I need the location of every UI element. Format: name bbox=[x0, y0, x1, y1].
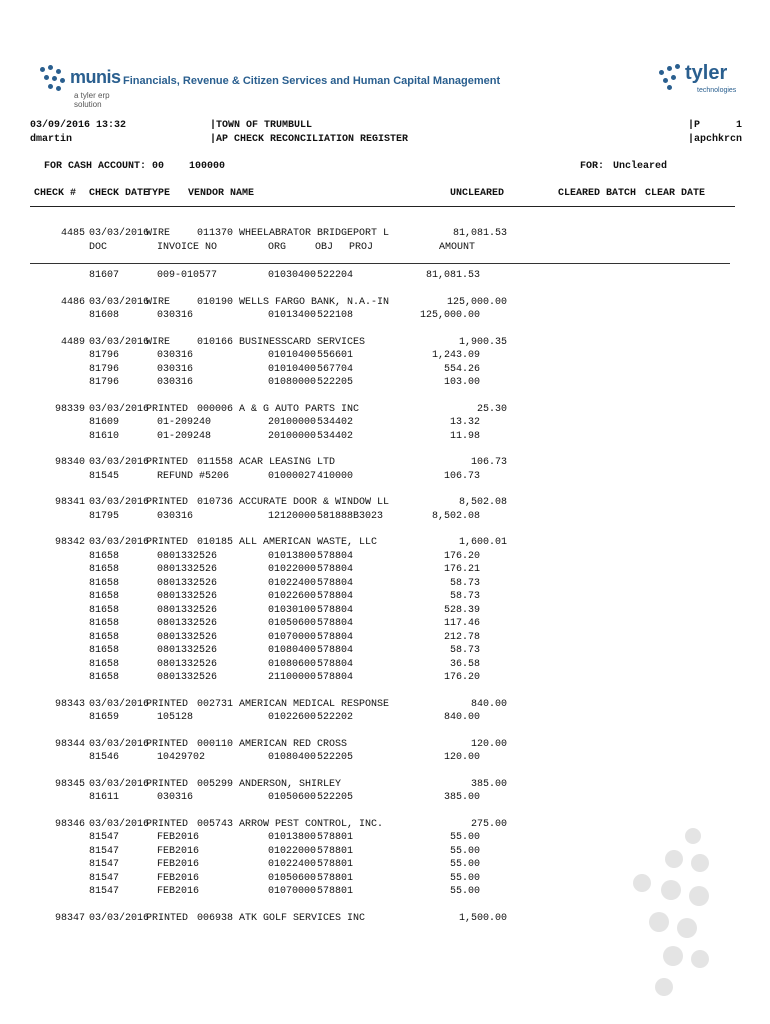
obj-code: 578804 bbox=[317, 577, 354, 589]
doc-number: 81658 bbox=[89, 564, 120, 575]
uncleared-amount: 385.00 bbox=[470, 778, 507, 790]
obj-code: 578804 bbox=[317, 591, 354, 602]
invoice-number: FEB2016 bbox=[157, 859, 200, 870]
obj-code: 578804 bbox=[317, 618, 354, 629]
check-number: 98345 bbox=[54, 778, 85, 790]
detail-line bbox=[30, 618, 730, 632]
vendor-name: 000006 A & G AUTO PARTS INC bbox=[197, 403, 360, 415]
doc-number: 81796 bbox=[89, 350, 120, 361]
tyler-dots-icon bbox=[659, 64, 683, 92]
check-type: PRINTED bbox=[146, 738, 189, 750]
line-amount: 13.32 bbox=[449, 417, 480, 428]
vendor-name: 010190 WELLS FARGO BANK, N.A.-IN bbox=[197, 296, 390, 308]
check-date: 03/03/2016 bbox=[89, 457, 150, 468]
line-amount: 1,243.09 bbox=[431, 350, 480, 361]
invoice-number: 0801332526 bbox=[157, 550, 218, 562]
doc-number: 81610 bbox=[89, 430, 120, 442]
check-number: 98340 bbox=[54, 457, 85, 468]
obj-code: 578801 bbox=[317, 832, 354, 843]
check-spacer bbox=[30, 686, 730, 699]
check-date: 03/03/2016 bbox=[89, 497, 150, 508]
check-row bbox=[30, 699, 730, 713]
doc-number: 81658 bbox=[89, 645, 120, 656]
doc-number: 81795 bbox=[89, 510, 120, 522]
cash-account-value: 100000 bbox=[189, 161, 226, 172]
check-number: 98347 bbox=[54, 912, 85, 924]
check-type: WIRE bbox=[146, 228, 171, 239]
invoice-number: 0801332526 bbox=[157, 631, 218, 643]
detail-line bbox=[30, 672, 730, 686]
detail-line bbox=[30, 511, 730, 525]
invoice-number: 10429702 bbox=[157, 752, 206, 763]
invoice-number: FEB2016 bbox=[157, 872, 200, 884]
detail-line bbox=[30, 645, 730, 659]
col-check-date: CHECK DATE bbox=[89, 188, 150, 199]
doc-number: 81607 bbox=[89, 270, 120, 281]
check-spacer bbox=[30, 284, 730, 297]
org-code: 01013800 bbox=[268, 550, 317, 562]
check-row bbox=[30, 739, 730, 753]
doc-number: 81796 bbox=[89, 363, 120, 375]
obj-code: 578804 bbox=[317, 672, 354, 683]
obj-code: 410000 bbox=[317, 470, 354, 482]
check-type: PRINTED bbox=[146, 497, 189, 508]
uncleared-amount: 275.00 bbox=[470, 818, 507, 830]
uncleared-amount: 840.00 bbox=[470, 698, 507, 710]
sub-col-doc: DOC bbox=[89, 241, 108, 253]
check-number: 98342 bbox=[54, 537, 85, 548]
invoice-number: 030316 bbox=[157, 510, 194, 522]
check-number: 98344 bbox=[54, 738, 85, 750]
vendor-name: 011370 WHEELABRATOR BRIDGEPORT L bbox=[197, 228, 390, 239]
org-code: 01030100 bbox=[268, 604, 317, 616]
sub-col-obj: OBJ bbox=[315, 241, 334, 253]
check-number: 98339 bbox=[54, 403, 85, 415]
doc-number: 81658 bbox=[89, 604, 120, 616]
obj-code: 578804 bbox=[317, 604, 354, 616]
check-row bbox=[30, 457, 730, 471]
check-date: 03/03/2016 bbox=[89, 778, 150, 790]
obj-code: 578801 bbox=[317, 845, 354, 857]
check-spacer bbox=[30, 806, 730, 819]
obj-code: 578804 bbox=[317, 550, 354, 562]
check-spacer bbox=[30, 324, 730, 337]
invoice-number: 0801332526 bbox=[157, 672, 218, 683]
obj-code: 522205 bbox=[317, 752, 354, 763]
doc-number: 81547 bbox=[89, 832, 120, 843]
invoice-number: 030316 bbox=[157, 792, 194, 803]
check-date: 03/03/2016 bbox=[89, 228, 150, 239]
org-code: 01050600 bbox=[268, 792, 317, 803]
detail-line bbox=[30, 350, 730, 364]
org-code: 01030400 bbox=[268, 270, 317, 281]
detail-line bbox=[30, 310, 730, 324]
report-banner bbox=[30, 55, 737, 109]
obj-code: 534402 bbox=[317, 417, 354, 428]
banner-tagline: Financials, Revenue & Citizen Services and Human Capital Management bbox=[123, 75, 501, 87]
org-code: 01000027 bbox=[268, 470, 317, 482]
doc-number: 81659 bbox=[89, 712, 120, 723]
detail-line bbox=[30, 564, 730, 578]
invoice-number: 009-010577 bbox=[157, 270, 218, 281]
tyler-subtitle: technologies bbox=[697, 87, 737, 94]
line-amount: 81,081.53 bbox=[425, 270, 480, 281]
doc-number: 81611 bbox=[89, 792, 120, 803]
line-amount: 55.00 bbox=[449, 872, 480, 884]
check-number: 98341 bbox=[54, 497, 85, 508]
obj-code: 522204 bbox=[317, 270, 354, 281]
org-code: 01070000 bbox=[268, 886, 317, 897]
line-amount: 58.73 bbox=[449, 577, 480, 589]
report-title: |AP CHECK RECONCILIATION REGISTER bbox=[210, 134, 409, 145]
check-type: WIRE bbox=[146, 336, 171, 348]
munis-logo bbox=[38, 61, 128, 109]
invoice-number: REFUND #5206 bbox=[157, 470, 230, 482]
detail-line bbox=[30, 659, 730, 673]
vendor-name: 010736 ACCURATE DOOR & WINDOW LL bbox=[197, 497, 390, 508]
vendor-name: 011558 ACAR LEASING LTD bbox=[197, 457, 336, 468]
line-amount: 8,502.08 bbox=[431, 510, 480, 522]
check-number: 4485 bbox=[60, 228, 85, 239]
check-date: 03/03/2016 bbox=[89, 336, 150, 348]
uncleared-amount: 125,000.00 bbox=[446, 296, 507, 308]
invoice-number: FEB2016 bbox=[157, 845, 200, 857]
detail-line bbox=[30, 578, 730, 592]
uncleared-amount: 25.30 bbox=[476, 403, 507, 415]
vendor-name: 006938 ATK GOLF SERVICES INC bbox=[197, 912, 366, 924]
uncleared-amount: 8,502.08 bbox=[458, 497, 507, 508]
invoice-number: 105128 bbox=[157, 712, 194, 723]
uncleared-amount: 1,600.01 bbox=[458, 537, 507, 548]
munis-dots-icon bbox=[38, 65, 66, 93]
invoice-number: 0801332526 bbox=[157, 591, 218, 602]
subheader-underline bbox=[30, 255, 730, 264]
sub-col-amount: AMOUNT bbox=[438, 241, 475, 253]
obj-code: 522205 bbox=[317, 377, 354, 388]
invoice-number: 01-209240 bbox=[157, 417, 212, 428]
col-clear-date: CLEAR DATE bbox=[645, 188, 706, 199]
invoice-number: 030316 bbox=[157, 377, 194, 388]
org-code: 12120000 bbox=[268, 510, 317, 522]
filter-label: FOR: bbox=[580, 161, 605, 172]
vendor-name: 010166 BUSINESSCARD SERVICES bbox=[197, 336, 366, 348]
check-type: PRINTED bbox=[146, 912, 189, 924]
tyler-logo bbox=[659, 60, 737, 100]
org-code: 01013800 bbox=[268, 832, 317, 843]
doc-number: 81658 bbox=[89, 672, 120, 683]
munis-wordmark: munis bbox=[70, 67, 121, 87]
vendor-name: 000110 AMERICAN RED CROSS bbox=[197, 738, 348, 750]
obj-code: 578804 bbox=[317, 645, 354, 656]
tyler-wordmark: tyler bbox=[685, 62, 728, 84]
doc-number: 81658 bbox=[89, 631, 120, 643]
program-name: |apchkrcn bbox=[688, 134, 743, 145]
check-number: 98346 bbox=[54, 818, 85, 830]
check-type: PRINTED bbox=[146, 403, 189, 415]
col-vendor-name: VENDOR NAME bbox=[188, 188, 255, 199]
doc-number: 81658 bbox=[89, 550, 120, 562]
check-number: 98343 bbox=[54, 698, 85, 710]
org-code: 01022600 bbox=[268, 591, 317, 602]
line-amount: 55.00 bbox=[449, 859, 480, 870]
check-date: 03/03/2016 bbox=[89, 738, 150, 750]
detail-line bbox=[30, 712, 730, 726]
line-amount: 840.00 bbox=[443, 712, 480, 723]
line-amount: 58.73 bbox=[449, 591, 480, 602]
org-code: 20100000 bbox=[268, 430, 317, 442]
report-user: dmartin bbox=[30, 134, 73, 145]
check-spacer bbox=[30, 726, 730, 739]
invoice-number: 01-209248 bbox=[157, 430, 212, 442]
invoice-number: 030316 bbox=[157, 363, 194, 375]
detail-line bbox=[30, 591, 730, 605]
check-spacer bbox=[30, 484, 730, 497]
line-amount: 55.00 bbox=[449, 845, 480, 857]
obj-code: 578804 bbox=[317, 658, 354, 670]
detail-line bbox=[30, 632, 730, 646]
detail-line bbox=[30, 792, 730, 806]
line-amount: 125,000.00 bbox=[419, 310, 480, 321]
line-amount: 176.21 bbox=[443, 564, 480, 575]
doc-number: 81796 bbox=[89, 377, 120, 388]
org-code: 01070000 bbox=[268, 631, 317, 643]
org-code: 01010400 bbox=[268, 350, 317, 361]
line-amount: 106.73 bbox=[443, 470, 480, 482]
doc-number: 81658 bbox=[89, 658, 120, 670]
check-row bbox=[30, 228, 730, 242]
filter-value: Uncleared bbox=[613, 161, 668, 172]
invoice-number: 0801332526 bbox=[157, 618, 218, 629]
uncleared-amount: 106.73 bbox=[470, 457, 507, 468]
check-date: 03/03/2016 bbox=[89, 818, 150, 830]
sub-col-invoice: INVOICE NO bbox=[157, 241, 218, 253]
org-code: 01022000 bbox=[268, 845, 317, 857]
tyler-watermark-icon bbox=[625, 820, 725, 1010]
line-amount: 176.20 bbox=[443, 672, 480, 683]
check-row bbox=[30, 779, 730, 793]
detail-line bbox=[30, 551, 730, 565]
check-row bbox=[30, 404, 730, 418]
check-row bbox=[30, 297, 730, 311]
uncleared-amount: 1,500.00 bbox=[458, 912, 507, 924]
vendor-name: 005743 ARROW PEST CONTROL, INC. bbox=[197, 818, 384, 830]
check-spacer bbox=[30, 524, 730, 537]
detail-subheader bbox=[30, 242, 730, 256]
org-code: 01080000 bbox=[268, 377, 317, 388]
line-amount: 36.58 bbox=[449, 658, 480, 670]
check-date: 03/03/2016 bbox=[89, 912, 150, 924]
obj-code: 522202 bbox=[317, 712, 354, 723]
check-date: 03/03/2016 bbox=[89, 403, 150, 415]
invoice-number: 0801332526 bbox=[157, 645, 218, 656]
col-check: CHECK # bbox=[34, 188, 77, 199]
org-code: 01022600 bbox=[268, 712, 317, 723]
check-spacer bbox=[30, 444, 730, 457]
proj-code: B3023 bbox=[353, 510, 384, 522]
detail-line bbox=[30, 471, 730, 485]
detail-line bbox=[30, 431, 730, 445]
header-divider bbox=[30, 206, 735, 207]
detail-line bbox=[30, 605, 730, 619]
org-code: 01080400 bbox=[268, 645, 317, 656]
check-date: 03/03/2016 bbox=[89, 698, 150, 710]
org-code: 01022400 bbox=[268, 859, 317, 870]
line-amount: 117.46 bbox=[443, 618, 480, 629]
line-amount: 212.78 bbox=[443, 631, 480, 643]
check-type: PRINTED bbox=[146, 537, 189, 548]
col-uncleared: UNCLEARED bbox=[450, 188, 505, 199]
line-amount: 55.00 bbox=[449, 832, 480, 843]
check-row bbox=[30, 337, 730, 351]
invoice-number: 030316 bbox=[157, 310, 194, 321]
check-type: WIRE bbox=[146, 296, 171, 308]
obj-code: 578801 bbox=[317, 872, 354, 884]
doc-number: 81547 bbox=[89, 859, 120, 870]
org-code: 01013400 bbox=[268, 310, 317, 321]
line-amount: 176.20 bbox=[443, 550, 480, 562]
doc-number: 81547 bbox=[89, 845, 120, 857]
invoice-number: 030316 bbox=[157, 350, 194, 361]
uncleared-amount: 120.00 bbox=[470, 738, 507, 750]
check-date: 03/03/2016 bbox=[89, 537, 150, 548]
line-amount: 120.00 bbox=[443, 752, 480, 763]
detail-line bbox=[30, 377, 730, 391]
check-type: PRINTED bbox=[146, 818, 189, 830]
page-number: |P 1 bbox=[688, 120, 743, 131]
obj-code: 522205 bbox=[317, 792, 354, 803]
check-spacer bbox=[30, 766, 730, 779]
org-code: 01050600 bbox=[268, 618, 317, 629]
org-code: 01022000 bbox=[268, 564, 317, 575]
col-type: TYPE bbox=[146, 188, 171, 199]
line-amount: 11.98 bbox=[449, 430, 480, 442]
org-code: 01080400 bbox=[268, 752, 317, 763]
invoice-number: 0801332526 bbox=[157, 658, 218, 670]
obj-code: 578801 bbox=[317, 886, 354, 897]
detail-line bbox=[30, 270, 730, 284]
invoice-number: 0801332526 bbox=[157, 564, 218, 575]
report-organization: |TOWN OF TRUMBULL bbox=[210, 120, 313, 131]
vendor-name: 010185 ALL AMERICAN WASTE, LLC bbox=[197, 537, 378, 548]
obj-code: 578804 bbox=[317, 564, 354, 575]
col-cleared: CLEARED bbox=[558, 188, 601, 199]
line-amount: 103.00 bbox=[443, 377, 480, 388]
org-code: 21100000 bbox=[268, 672, 317, 683]
check-number: 4486 bbox=[60, 296, 85, 308]
line-amount: 528.39 bbox=[443, 604, 480, 616]
org-code: 01080600 bbox=[268, 658, 317, 670]
detail-line bbox=[30, 364, 730, 378]
report-datetime: 03/09/2016 13:32 bbox=[30, 120, 127, 131]
doc-number: 81609 bbox=[89, 417, 120, 428]
line-amount: 58.73 bbox=[449, 645, 480, 656]
doc-number: 81545 bbox=[89, 470, 120, 482]
obj-code: 556601 bbox=[317, 350, 354, 361]
detail-line bbox=[30, 752, 730, 766]
doc-number: 81658 bbox=[89, 577, 120, 589]
munis-subtitle: a tyler erp solution bbox=[74, 91, 110, 109]
doc-number: 81658 bbox=[89, 591, 120, 602]
sub-col-org: ORG bbox=[268, 241, 287, 253]
obj-code: 567704 bbox=[317, 363, 354, 375]
invoice-number: FEB2016 bbox=[157, 832, 200, 843]
org-code: 01010400 bbox=[268, 363, 317, 375]
doc-number: 81658 bbox=[89, 618, 120, 629]
check-type: PRINTED bbox=[146, 778, 189, 790]
invoice-number: FEB2016 bbox=[157, 886, 200, 897]
obj-code: 522108 bbox=[317, 310, 354, 321]
obj-code: 578801 bbox=[317, 859, 354, 870]
doc-number: 81547 bbox=[89, 886, 120, 897]
check-type: PRINTED bbox=[146, 698, 189, 710]
check-row bbox=[30, 497, 730, 511]
vendor-name: 002731 AMERICAN MEDICAL RESPONSE bbox=[197, 698, 390, 710]
line-amount: 385.00 bbox=[443, 792, 480, 803]
obj-code: 578804 bbox=[317, 631, 354, 643]
org-code: 01050600 bbox=[268, 872, 317, 884]
org-code: 20100000 bbox=[268, 417, 317, 428]
vendor-name: 005299 ANDERSON, SHIRLEY bbox=[197, 778, 342, 790]
check-row bbox=[30, 537, 730, 551]
col-batch: BATCH bbox=[606, 188, 637, 199]
obj-code: 581888 bbox=[317, 510, 354, 522]
check-number: 4489 bbox=[60, 336, 85, 348]
line-amount: 55.00 bbox=[449, 886, 480, 897]
cash-account-label: FOR CASH ACCOUNT: 00 bbox=[44, 161, 165, 172]
invoice-number: 0801332526 bbox=[157, 577, 218, 589]
doc-number: 81547 bbox=[89, 872, 120, 884]
doc-number: 81546 bbox=[89, 752, 120, 763]
check-date: 03/03/2016 bbox=[89, 296, 150, 308]
line-amount: 554.26 bbox=[443, 363, 480, 375]
uncleared-amount: 81,081.53 bbox=[452, 228, 507, 239]
sub-col-proj: PROJ bbox=[349, 241, 374, 253]
detail-line bbox=[30, 417, 730, 431]
org-code: 01022400 bbox=[268, 577, 317, 589]
check-type: PRINTED bbox=[146, 457, 189, 468]
obj-code: 534402 bbox=[317, 430, 354, 442]
invoice-number: 0801332526 bbox=[157, 604, 218, 616]
check-spacer bbox=[30, 391, 730, 404]
uncleared-amount: 1,900.35 bbox=[458, 336, 507, 348]
doc-number: 81608 bbox=[89, 310, 120, 321]
